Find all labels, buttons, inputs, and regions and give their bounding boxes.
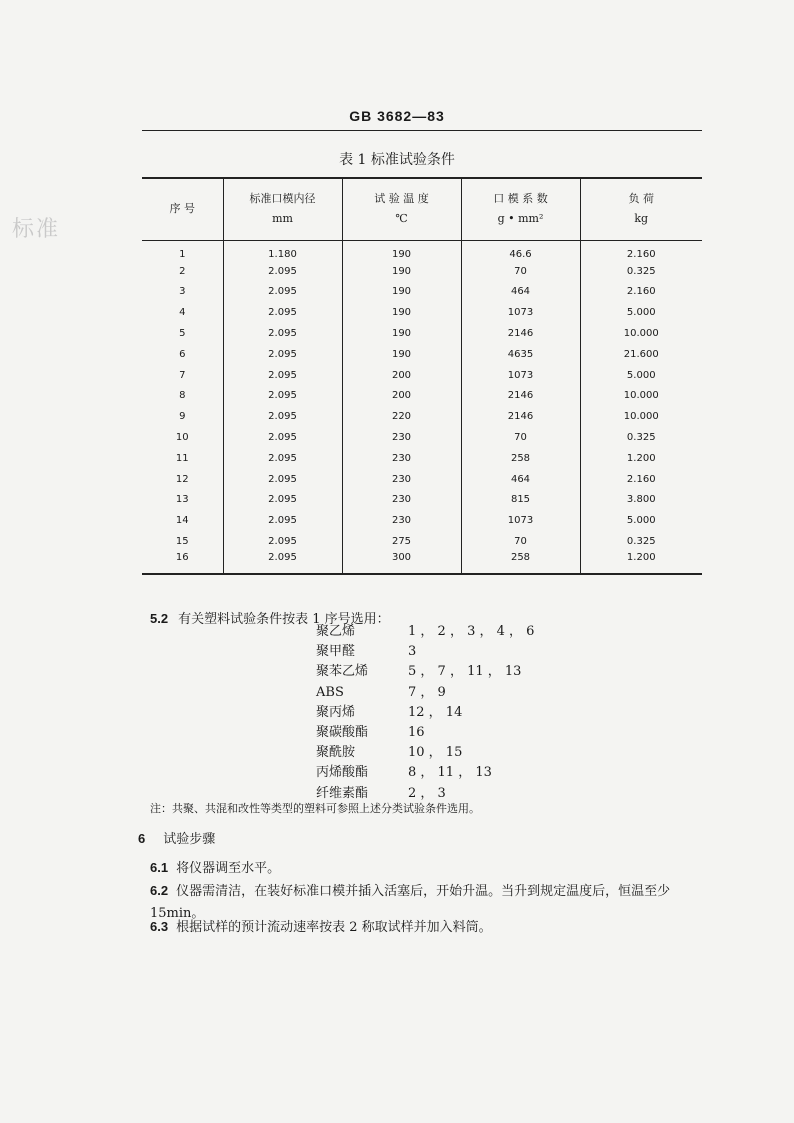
material-condition-numbers: 8 ， 11 ， 13 bbox=[408, 765, 492, 781]
die-coefficient-cell: 70 bbox=[461, 531, 580, 552]
table-row bbox=[142, 240, 702, 261]
table-row bbox=[142, 386, 702, 407]
material-row bbox=[316, 723, 534, 743]
step-number: 6.1 bbox=[150, 860, 169, 875]
table-row bbox=[142, 323, 702, 344]
side-watermark-stamp: 标准 bbox=[12, 217, 61, 242]
die-diameter-cell: 1.180 bbox=[223, 240, 342, 261]
step-number: 6.2 bbox=[150, 883, 169, 898]
index-cell: 8 bbox=[179, 390, 186, 402]
table-row bbox=[142, 552, 702, 574]
load-cell: 1.200 bbox=[580, 552, 702, 574]
step-6-1 bbox=[150, 857, 710, 880]
die-coefficient-cell: 258 bbox=[461, 448, 580, 469]
temperature-cell: 190 bbox=[342, 240, 461, 261]
table-row bbox=[142, 490, 702, 511]
step-text: 根据试样的预计流动速率按表 2 称取试样并加入料筒。 bbox=[176, 920, 492, 935]
step-text: 仪器需清洁，在装好标准口模并插入活塞后，开始升温。当升到规定温度后，恒温至少15min。 bbox=[150, 884, 671, 921]
temperature-cell: 230 bbox=[342, 448, 461, 469]
table-row bbox=[142, 427, 702, 448]
index-cell: 6 bbox=[179, 348, 186, 360]
section-number: 6 bbox=[138, 831, 146, 846]
material-condition-numbers: 3 bbox=[408, 644, 417, 660]
table-row bbox=[142, 448, 702, 469]
section-title: 试验步骤 bbox=[163, 832, 216, 847]
die-coefficient-cell: 2146 bbox=[461, 323, 580, 344]
table-row bbox=[142, 261, 702, 282]
die-diameter-cell: 2.095 bbox=[223, 365, 342, 386]
die-coefficient-cell: 464 bbox=[461, 469, 580, 490]
index-cell: 12 bbox=[175, 473, 189, 485]
material-row bbox=[316, 622, 534, 642]
index-cell: 9 bbox=[179, 411, 186, 423]
column-header-die-coefficient: 口 模 系 数 g • mm² bbox=[461, 178, 580, 240]
load-cell: 0.325 bbox=[580, 261, 702, 282]
die-diameter-cell: 2.095 bbox=[223, 282, 342, 303]
index-cell: 10 bbox=[175, 432, 189, 444]
section-number: 5.2 bbox=[150, 611, 169, 626]
die-coefficient-cell: 2146 bbox=[461, 386, 580, 407]
index-cell: 15 bbox=[175, 536, 189, 548]
index-cell: 5 bbox=[179, 328, 186, 340]
load-cell: 10.000 bbox=[580, 386, 702, 407]
table-body bbox=[142, 240, 702, 574]
material-row bbox=[316, 662, 534, 682]
die-diameter-cell: 2.095 bbox=[223, 261, 342, 282]
index-cell: 7 bbox=[179, 369, 186, 381]
table-row bbox=[142, 510, 702, 531]
die-diameter-cell: 2.095 bbox=[223, 302, 342, 323]
document-code-header: GB 3682—83 bbox=[349, 108, 445, 124]
load-cell: 0.325 bbox=[580, 427, 702, 448]
column-header-load: 负 荷 kg bbox=[580, 178, 702, 240]
load-cell: 10.000 bbox=[580, 323, 702, 344]
step-number: 6.3 bbox=[150, 919, 169, 934]
material-row bbox=[316, 743, 534, 763]
temperature-cell: 190 bbox=[342, 302, 461, 323]
table-header-row bbox=[142, 178, 702, 240]
temperature-cell: 230 bbox=[342, 510, 461, 531]
column-header-temperature: 试 验 温 度 ℃ bbox=[342, 178, 461, 240]
temperature-cell: 230 bbox=[342, 469, 461, 490]
die-diameter-cell: 2.095 bbox=[223, 323, 342, 344]
index-cell: 2 bbox=[179, 265, 186, 277]
temperature-cell: 190 bbox=[342, 323, 461, 344]
table-row bbox=[142, 344, 702, 365]
die-diameter-cell: 2.095 bbox=[223, 344, 342, 365]
index-cell: 11 bbox=[175, 452, 189, 464]
die-coefficient-cell: 464 bbox=[461, 282, 580, 303]
die-diameter-cell: 2.095 bbox=[223, 490, 342, 511]
die-coefficient-cell: 815 bbox=[461, 490, 580, 511]
column-header-die-diameter: 标准口模内径 mm bbox=[223, 178, 342, 240]
temperature-cell: 190 bbox=[342, 261, 461, 282]
material-name: 纤维素酯 bbox=[316, 785, 369, 801]
step-text: 将仪器调至水平。 bbox=[176, 861, 281, 876]
die-diameter-cell: 2.095 bbox=[223, 448, 342, 469]
load-cell: 21.600 bbox=[580, 344, 702, 365]
load-cell: 1.200 bbox=[580, 448, 702, 469]
material-condition-numbers: 7 ， 9 bbox=[408, 684, 446, 700]
die-coefficient-cell: 1073 bbox=[461, 302, 580, 323]
material-name: 聚甲醛 bbox=[316, 644, 356, 660]
material-row bbox=[316, 703, 534, 723]
table-title: 表 1 标准试验条件 bbox=[339, 152, 455, 168]
die-coefficient-cell: 1073 bbox=[461, 365, 580, 386]
load-cell: 0.325 bbox=[580, 531, 702, 552]
index-cell: 13 bbox=[175, 494, 189, 506]
load-cell: 5.000 bbox=[580, 302, 702, 323]
table-row bbox=[142, 302, 702, 323]
material-condition-numbers: 1 ， 2 ， 3 ， 4 ， 6 bbox=[408, 624, 535, 639]
header-rule bbox=[142, 130, 702, 131]
column-header-index: 序 号 bbox=[142, 178, 223, 240]
die-diameter-cell: 2.095 bbox=[223, 427, 342, 448]
index-cell: 16 bbox=[142, 552, 223, 574]
die-coefficient-cell: 4635 bbox=[461, 344, 580, 365]
material-name: 聚碳酸酯 bbox=[316, 724, 369, 740]
material-condition-numbers: 2 ， 3 bbox=[408, 785, 446, 801]
section-text: 有关塑料试验条件按表 1 序号选用： bbox=[178, 612, 390, 627]
material-condition-numbers: 10 ， 15 bbox=[408, 745, 463, 761]
test-conditions-table bbox=[142, 177, 702, 575]
die-coefficient-cell: 1073 bbox=[461, 510, 580, 531]
temperature-cell: 300 bbox=[342, 552, 461, 574]
temperature-cell: 220 bbox=[342, 406, 461, 427]
material-row bbox=[316, 642, 534, 662]
die-diameter-cell: 2.095 bbox=[223, 552, 342, 574]
table-row bbox=[142, 531, 702, 552]
temperature-cell: 275 bbox=[342, 531, 461, 552]
die-diameter-cell: 2.095 bbox=[223, 531, 342, 552]
step-6-3 bbox=[150, 916, 710, 939]
material-condition-numbers: 5 ， 7 ， 11 ， 13 bbox=[408, 664, 522, 680]
material-condition-numbers: 12 ， 14 bbox=[408, 704, 463, 720]
temperature-cell: 190 bbox=[342, 344, 461, 365]
load-cell: 2.160 bbox=[580, 469, 702, 490]
die-coefficient-cell: 70 bbox=[461, 261, 580, 282]
material-condition-list bbox=[316, 622, 534, 804]
die-diameter-cell: 2.095 bbox=[223, 510, 342, 531]
material-condition-numbers: 16 bbox=[408, 724, 425, 740]
die-diameter-cell: 2.095 bbox=[223, 406, 342, 427]
load-cell: 5.000 bbox=[580, 510, 702, 531]
index-cell: 3 bbox=[179, 286, 186, 298]
die-coefficient-cell: 2146 bbox=[461, 406, 580, 427]
section-6-heading bbox=[138, 828, 215, 847]
temperature-cell: 190 bbox=[342, 282, 461, 303]
table-row bbox=[142, 365, 702, 386]
index-cell: 14 bbox=[175, 515, 189, 527]
die-coefficient-cell: 70 bbox=[461, 427, 580, 448]
material-name: 聚酰胺 bbox=[316, 745, 356, 761]
material-row bbox=[316, 763, 534, 783]
die-diameter-cell: 2.095 bbox=[223, 469, 342, 490]
temperature-cell: 230 bbox=[342, 490, 461, 511]
load-cell: 2.160 bbox=[580, 240, 702, 261]
index-cell: 4 bbox=[179, 307, 186, 319]
temperature-cell: 200 bbox=[342, 365, 461, 386]
material-name: 聚乙烯 bbox=[316, 624, 356, 639]
table-row bbox=[142, 469, 702, 490]
die-coefficient-cell: 258 bbox=[461, 552, 580, 574]
material-name: 丙烯酸酯 bbox=[316, 765, 369, 781]
note-text: 注：共聚、共混和改性等类型的塑料可参照上述分类试验条件选用。 bbox=[150, 802, 480, 815]
load-cell: 3.800 bbox=[580, 490, 702, 511]
load-cell: 2.160 bbox=[580, 282, 702, 303]
load-cell: 10.000 bbox=[580, 406, 702, 427]
material-name: 聚丙烯 bbox=[316, 704, 356, 720]
material-name: 聚苯乙烯 bbox=[316, 664, 369, 680]
table-row bbox=[142, 282, 702, 303]
load-cell: 5.000 bbox=[580, 365, 702, 386]
table-row bbox=[142, 406, 702, 427]
material-row bbox=[316, 683, 534, 703]
die-diameter-cell: 2.095 bbox=[223, 386, 342, 407]
die-coefficient-cell: 46.6 bbox=[461, 240, 580, 261]
temperature-cell: 230 bbox=[342, 427, 461, 448]
index-cell: 1 bbox=[179, 249, 186, 261]
temperature-cell: 200 bbox=[342, 386, 461, 407]
material-name: ABS bbox=[316, 684, 344, 700]
